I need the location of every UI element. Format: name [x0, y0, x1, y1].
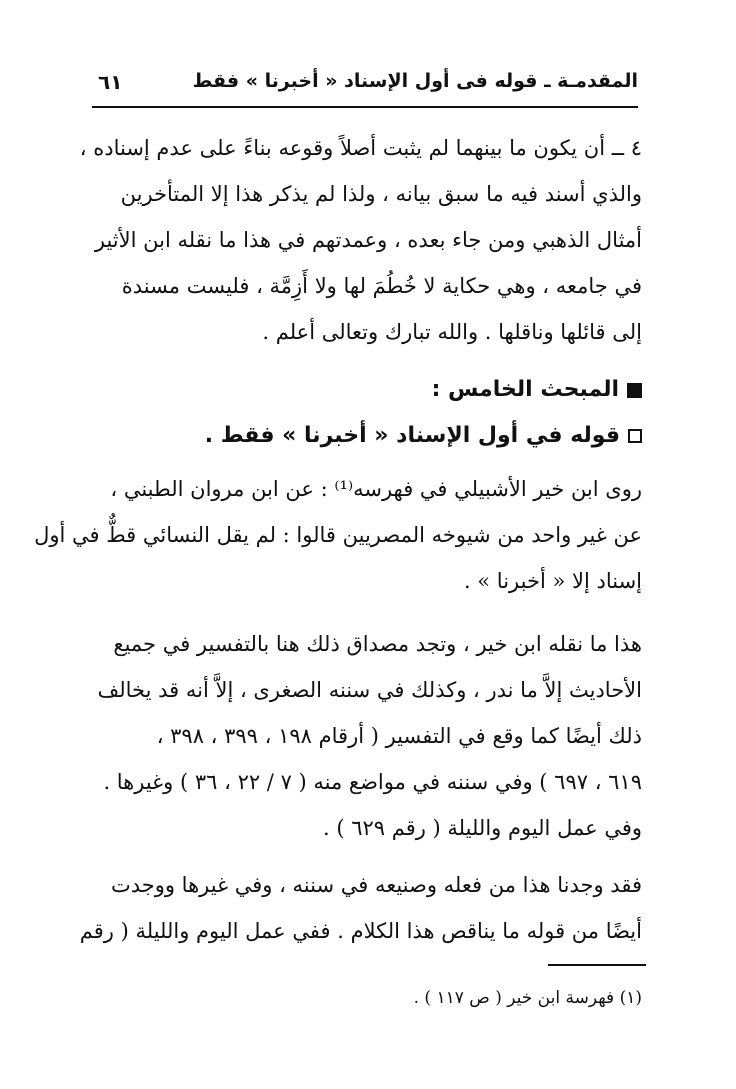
paragraph-3 [96, 621, 642, 851]
empty-square-icon [628, 429, 642, 443]
text-line: عن غير واحد من شيوخه المصريين قالوا : لم يقل النسائي قطٌّ في أول [34, 523, 642, 547]
text-line: وفي عمل اليوم والليلة ( رقم ٦٢٩ ) . [322, 816, 642, 840]
text-line: الأحاديث إلاَّ ما ندر ، وكذلك في سننه الصغرى ، إلاَّ أنه قد يخالف [97, 678, 642, 702]
page-header [92, 58, 638, 108]
text-line: روى ابن خير الأشبيلي في فهرسه⁽¹⁾ : عن ابن مروان الطبني ، [110, 477, 642, 501]
subheading-text: قوله في أول الإسناد « أخبرنا » فقط . [204, 423, 620, 448]
text-line: إلى قائلها وناقلها . والله تبارك وتعالى أعلم . [262, 320, 642, 344]
section-heading-text: المبحث الخامس : [431, 377, 619, 402]
text-line: هذا ما نقله ابن خير ، وتجد مصداق ذلك هنا بالتفسير في جميع [113, 632, 642, 656]
text-line: ٤ ــ أن يكون ما بينهما لم يثبت أصلاً وقوعه بناءً على عدم إسناده ، [79, 136, 642, 160]
text-line: أمثال الذهبي ومن جاء بعده ، وعمدتهم في هذا ما نقله ابن الأثير [94, 228, 642, 252]
text-line: إسناد إلا « أخبرنا » . [463, 569, 642, 593]
footnote-rule [548, 964, 646, 966]
text-line: والذي أسند فيه ما سبق بيانه ، ولذا لم يذكر هذا إلا المتأخرين [120, 182, 642, 206]
paragraph-4 [79, 862, 642, 954]
paragraph-1 [79, 125, 642, 355]
running-title: المقدمـة ـ قوله فى أول الإسناد « أخبرنا » فقط [192, 70, 638, 92]
page-number: ٦١ [98, 70, 123, 94]
filled-square-icon [627, 383, 642, 398]
section-heading [96, 367, 642, 413]
header-rule [92, 106, 638, 108]
footnote: (١) فهرسة ابن خير ( ص ١١٧ ) . [413, 988, 642, 1008]
section-heading-block [96, 367, 642, 459]
text-line: فقد وجدنا هذا من فعله وصنيعه في سننه ، وفي غيرها ووجدت [110, 873, 642, 897]
paragraph-2 [34, 466, 642, 604]
text-line: ذلك أيضًا كما وقع في التفسير ( أرقام ١٩٨ ، ٣٩٩ ، ٣٩٨ ، [156, 724, 642, 748]
text-line: في جامعه ، وهي حكاية لا خُطُمَ لها ولا أَزِمَّة ، فليست مسندة [121, 274, 642, 298]
text-line: أيضًا من قوله ما يناقص هذا الكلام . ففي عمل اليوم والليلة ( رقم [79, 919, 642, 943]
text-line: ٦١٩ ، ٦٩٧ ) وفي سننه في مواضع منه ( ٧ / ٢٢ ، ٣٦ ) وغيرها . [103, 770, 642, 794]
subheading [96, 413, 642, 459]
